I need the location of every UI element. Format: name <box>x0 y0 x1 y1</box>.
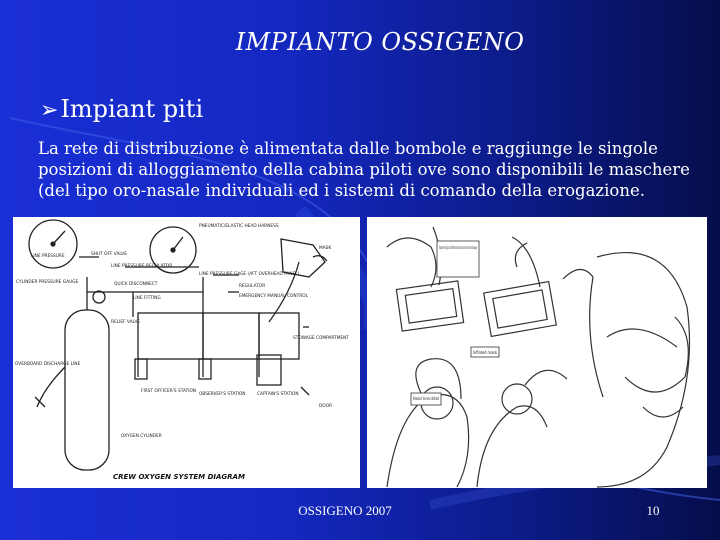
label-head-harness: PNEUMATIC/ELASTIC HEAD HARNESS <box>199 224 279 229</box>
label-line-fitting: LINE FITTING <box>133 296 161 301</box>
mask-illustrations <box>367 217 707 488</box>
photo-callout-low: Released: harness deflated <box>413 396 440 401</box>
label-regulator: REGULATOR <box>239 284 266 289</box>
label-shutoff-valve: SHUT OFF VALVE <box>91 252 127 257</box>
mask-photos-panel <box>367 217 707 488</box>
diagram-caption: CREW OXYGEN SYSTEM DIAGRAM <box>113 473 245 481</box>
label-mask: MASK <box>319 246 332 251</box>
arrow-bullet-icon: ➢ <box>40 98 59 123</box>
label-relief-valve: RELIEF VALVE <box>111 320 141 325</box>
label-observer-station: OBSERVER'S STATION <box>199 392 246 397</box>
label-overboard-line: OVERBOARD DISCHARGE LINE <box>15 362 81 367</box>
body-paragraph: La rete di distribuzione è alimentata dalle bombole e raggiunge le singole posizioni di alloggiamento della cabina piloti ove sono disponibili le maschere (del tipo oro-nasale individuali ed i sistemi di comando della erogazione. <box>38 139 690 200</box>
diagram-drawing <box>13 217 360 488</box>
label-cylinder-gauge: CYLINDER PRESSURE GAUGE <box>16 280 79 285</box>
label-line-regulator: LINE PRESSURE REGULATOR <box>111 264 173 269</box>
footer-caption: OSSIGENO 2007 <box>298 503 392 518</box>
label-captain-station: CAPTAIN'S STATION <box>257 392 299 397</box>
label-door: DOOR <box>319 404 333 409</box>
label-stowage: STOWAGE COMPARTMENT <box>293 336 349 341</box>
page-number: 10 <box>646 503 660 518</box>
label-emergency-control: EMERGENCY MANUAL CONTROL <box>239 294 308 299</box>
label-line-pressure: LINE PRESSURE <box>31 254 65 259</box>
photo-callout-top: Squeeze red grips to inflate mask harness and remove from stowage. <box>439 245 477 250</box>
label-quick-disconnect: QUICK DISCONNECT <box>114 282 158 287</box>
bullet-heading <box>40 95 203 123</box>
label-oxygen-cylinder: OXYGEN CYLINDER <box>121 434 162 439</box>
photo-callout-mid: Inflated mask <box>473 350 498 355</box>
oxygen-system-diagram <box>13 217 360 488</box>
label-first-officer-station: FIRST OFFICER'S STATION <box>141 389 197 394</box>
bullet-text: Impiant piti <box>60 95 204 123</box>
slide-title: IMPIANTO OSSIGENO <box>235 28 525 56</box>
label-gage-panel: LINE PRESSURE GAGE (AFT OVERHEAD PANEL) <box>199 272 300 277</box>
